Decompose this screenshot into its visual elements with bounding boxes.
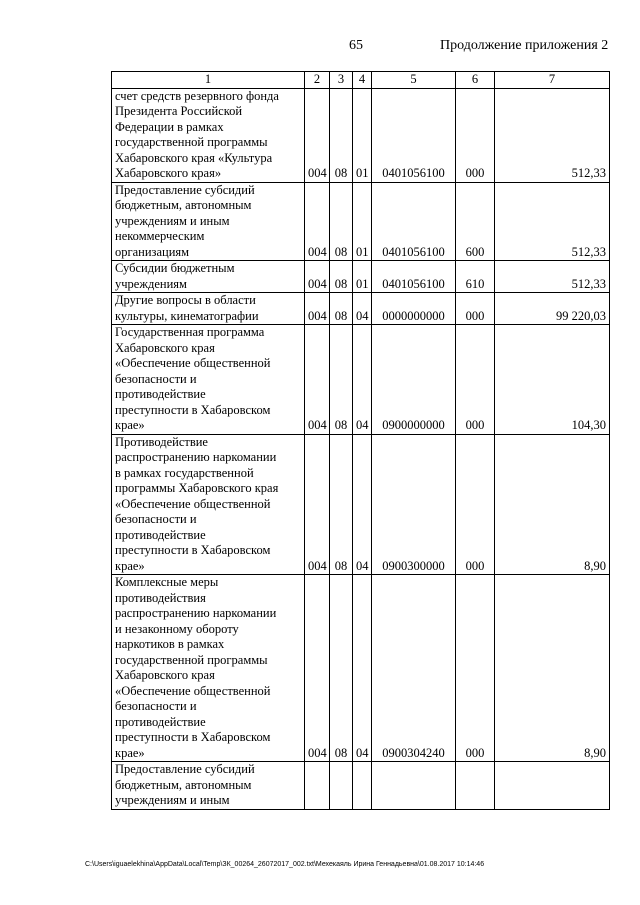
table-header — [112, 72, 610, 89]
subsection-code — [353, 762, 372, 810]
amount: 512,33 — [495, 182, 610, 261]
section-code: 08 — [330, 325, 353, 435]
table-row — [112, 88, 610, 182]
expense-name: Субсидии бюджетным учреждениям — [115, 261, 235, 291]
budget-table — [111, 71, 610, 810]
column-header: 7 — [495, 72, 610, 89]
ministry-code: 004 — [305, 325, 330, 435]
subsection-code: 01 — [353, 182, 372, 261]
continuation-label: Продолжение приложения 2 — [440, 38, 609, 53]
table-row — [112, 325, 610, 435]
ministry-code: 004 — [305, 88, 330, 182]
section-code: 08 — [330, 575, 353, 762]
column-header: 5 — [372, 72, 456, 89]
target-item-code: 0401056100 — [372, 182, 456, 261]
expense-name-cell — [112, 762, 305, 810]
expense-name: Комплексные меры противодействия распространению наркомании и незаконному обороту наркотиков в рамках государственной программы Хабаровского края «Обеспечение общественной безопасности и противодействие преступности в Хабаровском крае» — [115, 575, 277, 760]
expense-name-cell — [112, 325, 305, 435]
column-header: 6 — [456, 72, 495, 89]
subsection-code: 04 — [353, 434, 372, 575]
target-item-code: 0900304240 — [372, 575, 456, 762]
amount: 512,33 — [495, 88, 610, 182]
ministry-code: 004 — [305, 261, 330, 293]
column-header: 3 — [330, 72, 353, 89]
amount: 8,90 — [495, 575, 610, 762]
amount: 99 220,03 — [495, 293, 610, 325]
subsection-code: 04 — [353, 575, 372, 762]
target-item-code — [372, 762, 456, 810]
expense-name: счет средств резервного фонда Президента Российской Федерации в рамках государственной программы Хабаровского края «Культура Хабаровского края» — [115, 88, 279, 180]
subsection-code: 01 — [353, 88, 372, 182]
header-row — [112, 72, 610, 89]
column-header: 4 — [353, 72, 372, 89]
ministry-code — [305, 762, 330, 810]
ministry-code: 004 — [305, 182, 330, 261]
section-code: 08 — [330, 293, 353, 325]
expense-type-code: 000 — [456, 88, 495, 182]
target-item-code: 0401056100 — [372, 88, 456, 182]
table-row — [112, 293, 610, 325]
expense-type-code: 000 — [456, 325, 495, 435]
target-item-code: 0000000000 — [372, 293, 456, 325]
expense-type-code: 610 — [456, 261, 495, 293]
subsection-code: 01 — [353, 261, 372, 293]
amount — [495, 762, 610, 810]
section-code — [330, 762, 353, 810]
expense-type-code: 600 — [456, 182, 495, 261]
expense-name-cell — [112, 261, 305, 293]
table-row — [112, 434, 610, 575]
expense-type-code: 000 — [456, 575, 495, 762]
subsection-code: 04 — [353, 325, 372, 435]
expense-name: Другие вопросы в области культуры, кинематографии — [115, 293, 259, 323]
table-row — [112, 182, 610, 261]
target-item-code: 0900000000 — [372, 325, 456, 435]
expense-name-cell — [112, 434, 305, 575]
footer-file-path: C:\Users\iguaelekhina\AppData\Local\Temp\ЗК_00264_26072017_002.txt\Мехекаяль Ирина Геннадьевна\01.08.2017 10:14:46 — [85, 861, 485, 868]
table-row — [112, 261, 610, 293]
target-item-code: 0900300000 — [372, 434, 456, 575]
amount: 8,90 — [495, 434, 610, 575]
table-row — [112, 762, 610, 810]
expense-type-code — [456, 762, 495, 810]
subsection-code: 04 — [353, 293, 372, 325]
table-row — [112, 575, 610, 762]
ministry-code: 004 — [305, 575, 330, 762]
amount: 104,30 — [495, 325, 610, 435]
column-header: 1 — [112, 72, 305, 89]
expense-name: Противодействие распространению наркомании в рамках государственной программы Хабаровского края «Обеспечение общественной безопасности и противодействие преступности в Хабаровском крае» — [115, 434, 279, 573]
expense-name: Государственная программа Хабаровского края «Обеспечение общественной безопасности и противодействие преступности в Хабаровском крае» — [115, 325, 271, 432]
section-code: 08 — [330, 434, 353, 575]
section-code: 08 — [330, 182, 353, 261]
expense-name-cell — [112, 293, 305, 325]
expense-name-cell — [112, 182, 305, 261]
column-header: 2 — [305, 72, 330, 89]
expense-name-cell — [112, 88, 305, 182]
section-code: 08 — [330, 88, 353, 182]
expense-name-cell — [112, 575, 305, 762]
expense-type-code: 000 — [456, 434, 495, 575]
expense-type-code: 000 — [456, 293, 495, 325]
section-code: 08 — [330, 261, 353, 293]
expense-name: Предоставление субсидий бюджетным, автономным учреждениям и иным — [115, 762, 255, 807]
target-item-code: 0401056100 — [372, 261, 456, 293]
ministry-code: 004 — [305, 434, 330, 575]
amount: 512,33 — [495, 261, 610, 293]
page-number: 65 — [349, 38, 363, 53]
expense-name: Предоставление субсидий бюджетным, автономным учреждениям и иным некоммерческим организациям — [115, 182, 255, 259]
ministry-code: 004 — [305, 293, 330, 325]
